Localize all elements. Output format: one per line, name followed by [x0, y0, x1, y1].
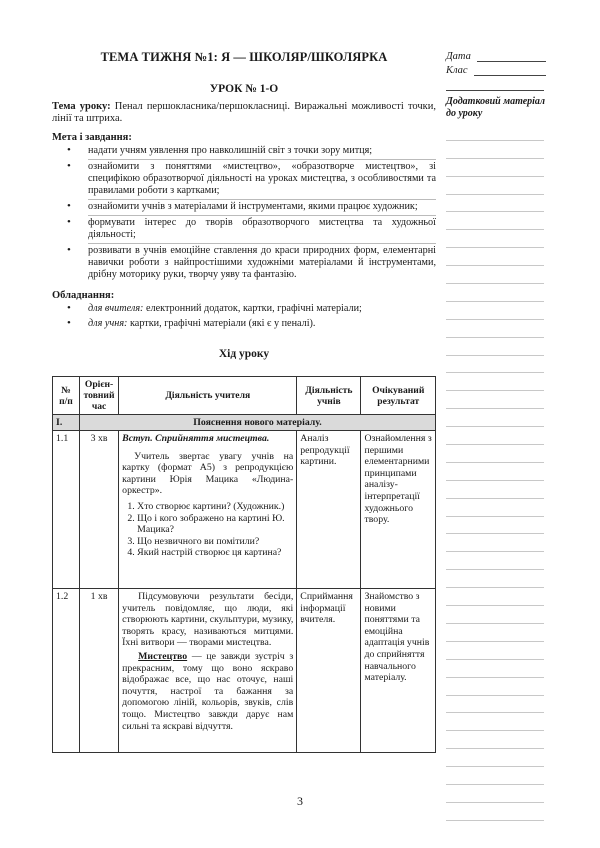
note-line: [446, 517, 544, 535]
col-header-teacher: Діяльність учителя: [119, 377, 297, 415]
list-item: 2. Що і кого зображено на картині Ю. Мацика?: [137, 513, 293, 536]
list-item: • надати учням уявлення про навколишній світ з точки зору митця;: [88, 144, 436, 160]
definition-term: Мистецтво: [138, 650, 188, 662]
equipment-who: для вчителя:: [88, 303, 144, 314]
date-field[interactable]: [446, 50, 546, 62]
note-line: [446, 266, 544, 284]
col-header-result: Очікуваний результат: [361, 377, 436, 415]
note-line: [446, 427, 544, 445]
note-line: [446, 123, 544, 141]
lesson-topic: [52, 101, 436, 125]
row-teacher: [119, 431, 297, 589]
note-line: [446, 731, 544, 749]
note-line: [446, 749, 544, 767]
list-item: • розвивати в учнів емоційне ставлення до краси природних форм, елементарні навички роботи з найпростішими художніми матеріалами й інструментами, дрібну моторику руки, творчу уяву та фантазію.: [88, 244, 436, 283]
note-line: [446, 624, 544, 642]
list-item: • ознайомити учнів з матеріалами й інструментами, якими працює художник;: [88, 200, 436, 216]
table-row: [53, 431, 436, 589]
note-line: [446, 570, 544, 588]
equipment-text: електронний додаток, картки, графічні матеріали;: [143, 303, 362, 314]
note-line: [446, 481, 544, 499]
note-line: [446, 499, 544, 517]
lesson-title: УРОК № 1-О: [209, 83, 279, 95]
equipment-heading: Обладнання:: [52, 290, 115, 301]
note-line: [446, 391, 544, 409]
note-line: [446, 373, 544, 391]
note-line: [446, 284, 544, 302]
note-line: [446, 230, 544, 248]
section-row: [53, 415, 436, 431]
list-item: [88, 302, 436, 317]
class-label: Клас: [446, 65, 468, 76]
note-line: [446, 159, 544, 177]
step-text: Підсумовуючи результати бесіди, учитель повідомляє, що люди, які створюють картини, скульптури, музику, творять красу, називаються митцями. Їхні витвори — творами мистецтва.: [122, 591, 294, 649]
col-header-time: Орієнтовний час: [79, 377, 118, 415]
note-line: [446, 606, 544, 624]
note-line: [446, 767, 544, 785]
row-time: 3 хв: [79, 431, 118, 589]
note-line: [446, 713, 544, 731]
questions-list: [122, 501, 293, 559]
page-number: 3: [297, 794, 303, 808]
date-label: Дата: [446, 51, 471, 62]
row-num: 1.2: [53, 589, 80, 753]
list-item: 3. Що незвичного ви помітили?: [137, 536, 293, 548]
list-item: • формувати інтерес до творів образотворчого мистецтва та художньої діяльності;: [88, 216, 436, 244]
definition-body: — це завжди зустріч з прекрасним, тому що воно яскраво відображає все, що нас оточує, наші почуття, настрої та бажання за допомогою ліній, кольорів, звуків, слів тощо. Мистецтво завжди дарує нам сильні та яскраві відчуття.: [122, 650, 294, 732]
list-item: 4. Який настрій створює ця картина?: [137, 547, 293, 559]
note-line: [446, 660, 544, 678]
note-line: [446, 678, 544, 696]
row-teacher: [119, 589, 297, 753]
course-heading: Хід уроку: [218, 348, 270, 360]
step-text: Учитель звертає увагу учнів на картку (формат А5) з репродукцією картини Юрія Мацика «Людина-оркестр».: [122, 450, 294, 497]
equipment-text: картки, графічні матеріали (які є у пеналі).: [127, 318, 316, 329]
note-line: [446, 463, 544, 481]
row-result: Ознайомлення з першими елементарними принципами аналізу-інтерпретації художнього твору.: [361, 431, 436, 589]
note-line: [446, 534, 544, 552]
note-line: [446, 356, 544, 374]
page-title: ТЕМА ТИЖНЯ №1: Я — ШКОЛЯР/ШКОЛЯРКА: [100, 50, 388, 64]
row-students: Аналіз репродукції картини.: [297, 431, 361, 589]
note-line: [446, 141, 544, 159]
note-line: [446, 320, 544, 338]
note-line: [446, 302, 544, 320]
col-header-num: № п/п: [53, 377, 80, 415]
note-line: [446, 696, 544, 714]
note-line: [446, 409, 544, 427]
goals-heading: Мета і завдання:: [52, 132, 132, 143]
note-line: [446, 552, 544, 570]
margin-sidebar: [446, 50, 546, 120]
list-item: 1. Хто створює картини? (Художник.): [137, 501, 293, 513]
list-item: • ознайомити з поняттями «мистецтво», «образотворче мистецтво», зі специфікою образотворчої діяльності на уроках мистецтва, з особливостями та правилами роботи з картками;: [88, 160, 436, 200]
row-time: 1 хв: [79, 589, 118, 753]
note-line: [446, 212, 544, 230]
topic-text: Пенал першокласника/першокласниці. Виражальні можливості точки, лінії та штриха.: [52, 101, 436, 124]
table-row: [53, 589, 436, 753]
equipment-list: [52, 302, 436, 332]
class-field[interactable]: [446, 64, 546, 76]
main-content: [52, 50, 436, 360]
notes-lines: [446, 123, 544, 821]
row-students: Сприймання інформації вчителя.: [297, 589, 361, 753]
divider: [446, 90, 544, 91]
definition-text: [122, 651, 293, 732]
note-line: [446, 588, 544, 606]
section-title: Пояснення нового матеріалу.: [79, 415, 435, 431]
col-header-students: Діяльність учнів: [297, 377, 361, 415]
goals-list: [52, 144, 436, 283]
note-line: [446, 642, 544, 660]
step-title: Вступ. Сприйняття мистецтва.: [122, 433, 270, 444]
equipment-who: для учня:: [88, 318, 128, 329]
note-line: [446, 338, 544, 356]
topic-label: Тема уроку:: [52, 101, 111, 112]
table-header-row: [53, 377, 436, 415]
lesson-plan-table: [52, 376, 436, 753]
section-num: І.: [53, 415, 80, 431]
note-line: [446, 195, 544, 213]
row-result: Знайомство з новими поняттями та емоційна адаптація учнів до сприйняття навчального матеріалу.: [361, 589, 436, 753]
note-line: [446, 248, 544, 266]
extra-material-label: Додатковий матеріал до уроку: [446, 96, 546, 119]
note-line: [446, 445, 544, 463]
list-item: [88, 317, 436, 332]
note-line: [446, 177, 544, 195]
row-num: 1.1: [53, 431, 80, 589]
